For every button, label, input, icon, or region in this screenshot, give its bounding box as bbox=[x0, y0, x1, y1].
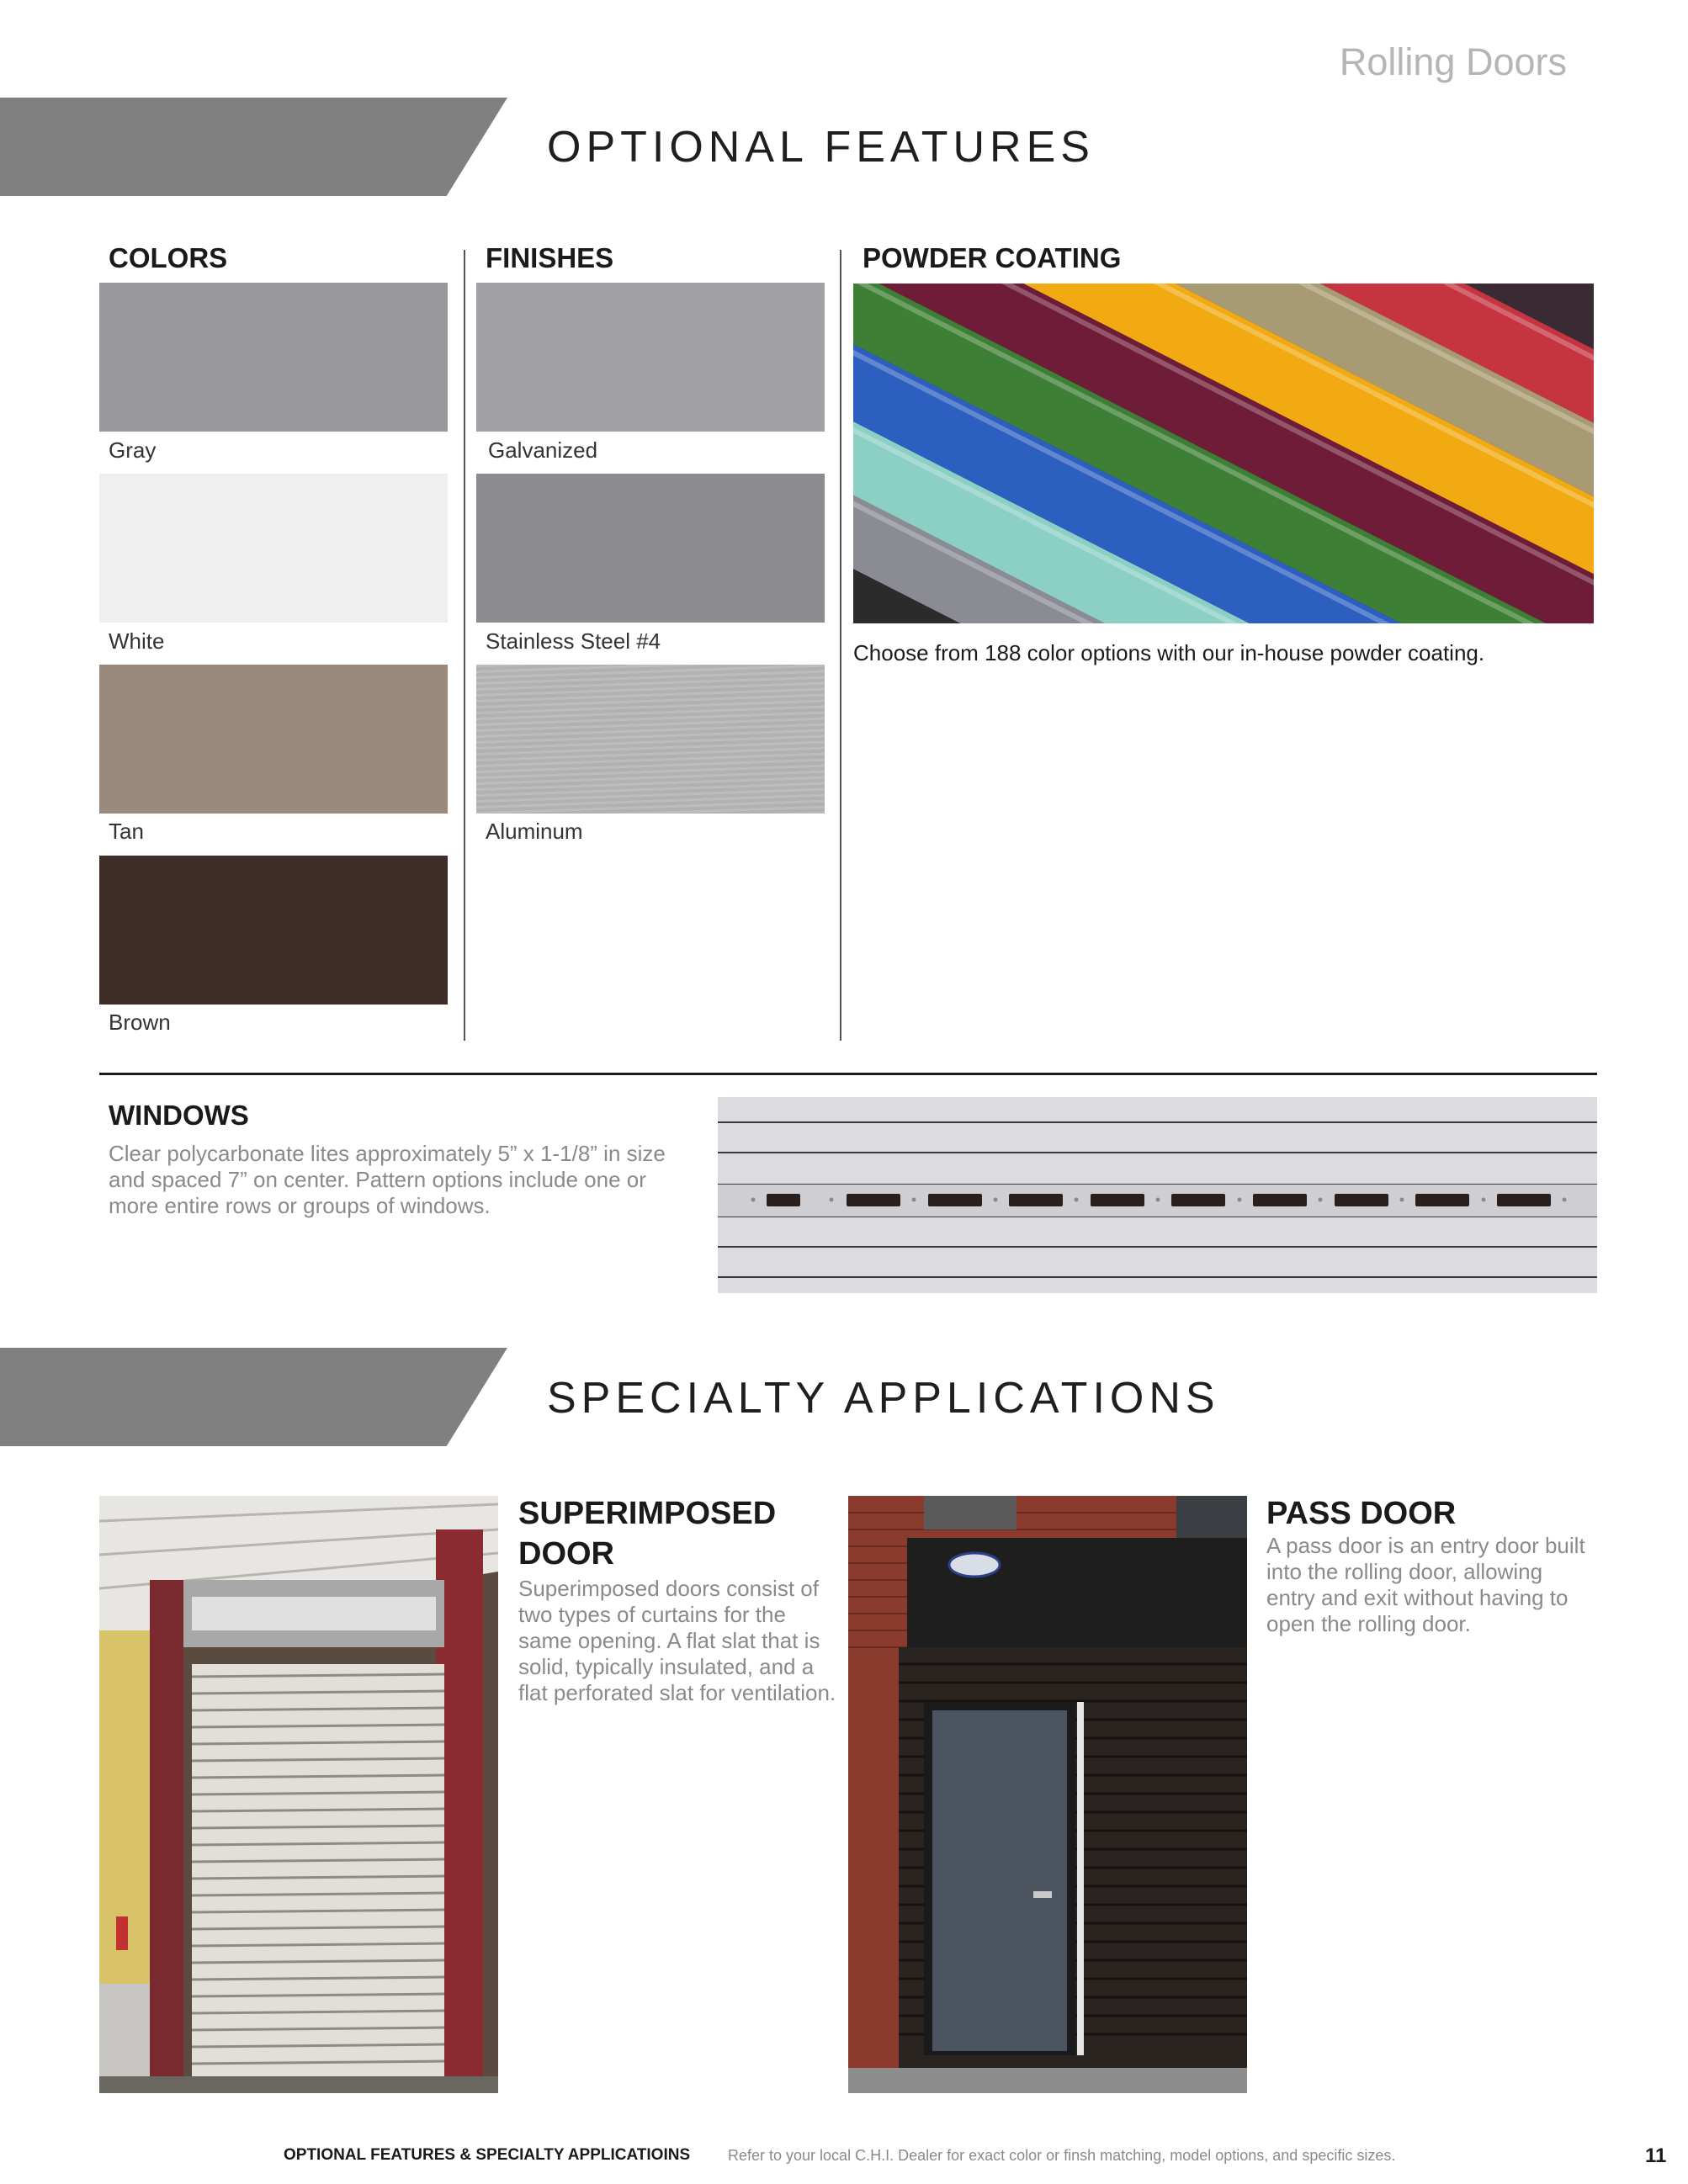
column-divider bbox=[840, 250, 841, 1041]
superimposed-door-photo bbox=[99, 1496, 498, 2093]
powder-coating-description: Choose from 188 color options with our in-house powder coating. bbox=[853, 640, 1485, 665]
title-band bbox=[0, 1348, 507, 1446]
pass-door-description: A pass door is an entry door built into the rolling door, allowing entry and exit without having to open the rolling door. bbox=[1266, 1533, 1585, 1636]
windows-photo bbox=[718, 1097, 1597, 1293]
section-name: Rolling Doors bbox=[1339, 40, 1567, 83]
door-window-row-image bbox=[718, 1097, 1597, 1293]
powder-coating-photo bbox=[853, 284, 1594, 623]
gray-swatch bbox=[99, 283, 448, 432]
footer-note: Refer to your local C.H.I. Dealer for exact color or finsh matching, model options, and specific sizes. bbox=[728, 2147, 1396, 2164]
footer-section-label: OPTIONAL FEATURES & SPECIALTY APPLICATIOINS bbox=[284, 2146, 691, 2164]
superimposed-door-description: Superimposed doors consist of two types of curtains for the same opening. A flat slat that is solid, typically insulated, and a flat perforated slat for ventilation. bbox=[518, 1576, 836, 1705]
galvanized-label: Galvanized bbox=[488, 437, 598, 463]
windows-heading: WINDOWS bbox=[109, 1100, 249, 1131]
powder-coating-heading: POWDER COATING bbox=[863, 242, 1122, 273]
finishes-heading: FINISHES bbox=[486, 242, 614, 273]
pass-door-image bbox=[848, 1496, 1247, 2093]
title-band bbox=[0, 98, 507, 196]
pass-door-photo bbox=[848, 1496, 1247, 2093]
section-divider bbox=[99, 1073, 1597, 1075]
tan-label: Tan bbox=[109, 819, 144, 844]
aluminum-swatch bbox=[476, 665, 825, 814]
galvanized-swatch bbox=[476, 283, 825, 432]
brown-swatch bbox=[99, 856, 448, 1005]
pass-door-heading: PASS DOOR bbox=[1266, 1496, 1457, 1531]
superimposed-door-heading: SUPERIMPOSED DOOR bbox=[518, 1496, 777, 1572]
aluminum-label: Aluminum bbox=[486, 819, 583, 844]
column-divider bbox=[464, 250, 465, 1041]
specialty-applications-title: SPECIALTY APPLICATIONS bbox=[547, 1374, 1220, 1423]
brown-label: Brown bbox=[109, 1010, 171, 1035]
windows-description: Clear polycarbonate lites approximately 5” x 1-1/8” in size and spaced 7” on center. Pattern options include one or more entire rows or groups of windows. bbox=[109, 1141, 666, 1218]
colors-heading: COLORS bbox=[109, 242, 228, 273]
white-swatch bbox=[99, 474, 448, 623]
powder-coated-bars-image bbox=[853, 284, 1594, 623]
white-label: White bbox=[109, 628, 165, 654]
stainless-steel-label: Stainless Steel #4 bbox=[486, 628, 661, 654]
superimposed-door-image bbox=[99, 1496, 498, 2093]
stainless-steel-swatch bbox=[476, 474, 825, 623]
page-number: 11 bbox=[1645, 2144, 1667, 2167]
optional-features-title: OPTIONAL FEATURES bbox=[547, 123, 1095, 172]
tan-swatch bbox=[99, 665, 448, 814]
gray-label: Gray bbox=[109, 437, 157, 463]
